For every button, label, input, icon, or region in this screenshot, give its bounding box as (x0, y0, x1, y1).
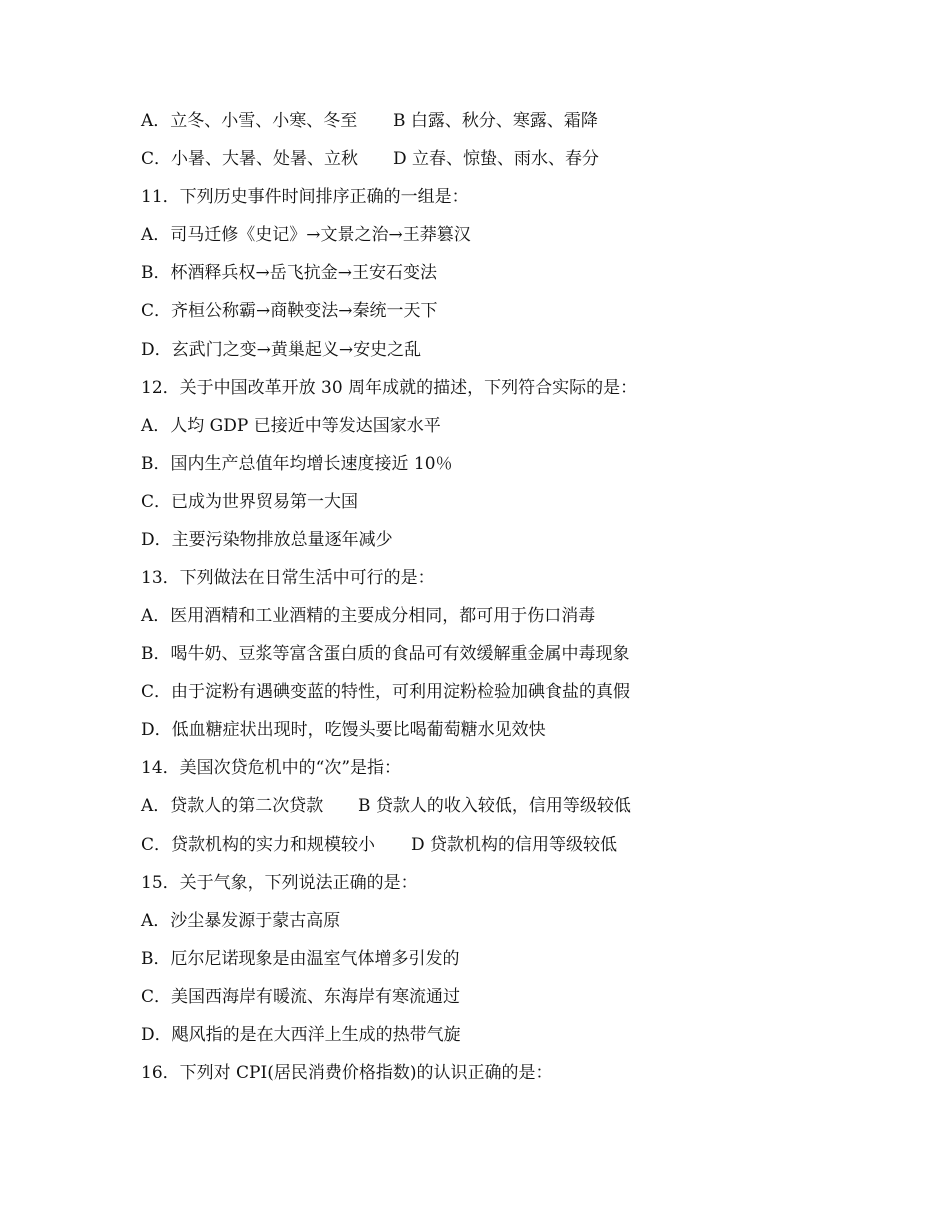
option-c: C．贷款机构的实力和规模较小 (141, 835, 376, 855)
question-15-option-b: B．厄尔尼诺现象是由温室气体增多引发的 (141, 949, 460, 969)
question-11-option-a: A．司马迁修《史记》→文景之治→王莽篡汉 (141, 225, 471, 245)
question-11-option-c: C．齐桓公称霸→商鞅变法→秦统一天下 (141, 301, 438, 321)
option-c: C．小暑、大暑、处暑、立秋 (141, 149, 359, 169)
question-14-stem: 14．美国次贷危机中的“次”是指： (141, 758, 402, 778)
question-15-stem: 15．关于气象，下列说法正确的是： (141, 873, 418, 893)
question-13-option-d: D．低血糖症状出现时，吃馒头要比喝葡萄糖水见效快 (141, 720, 546, 740)
option-b: B 白露、秋分、寒露、霜降 (393, 111, 598, 131)
question-12-stem: 12．关于中国改革开放 30 周年成就的描述，下列符合实际的是： (141, 378, 638, 398)
question-13-option-a: A．医用酒精和工业酒精的主要成分相同，都可用于伤口消毒 (141, 606, 596, 626)
question-15-option-d: D．飓风指的是在大西洋上生成的热带气旋 (141, 1025, 461, 1045)
option-b: B 贷款人的收入较低，信用等级较低 (358, 796, 631, 816)
option-a: A．贷款人的第二次贷款 (141, 796, 324, 816)
question-13-option-b: B．喝牛奶、豆浆等富含蛋白质的食品可有效缓解重金属中毒现象 (141, 644, 630, 664)
question-11-stem: 11．下列历史事件时间排序正确的一组是： (141, 187, 469, 207)
question-15-option-c: C．美国西海岸有暖流、东海岸有寒流通过 (141, 987, 461, 1007)
question-12-option-d: D．主要污染物排放总量逐年减少 (141, 530, 393, 550)
question-12-option-c: C．已成为世界贸易第一大国 (141, 492, 359, 512)
option-d: D 立春、惊蛰、雨水、春分 (393, 149, 600, 169)
option-a: A．立冬、小雪、小寒、冬至 (141, 111, 358, 131)
question-11-option-b: B．杯酒释兵权→岳飞抗金→王安石变法 (141, 263, 437, 283)
question-15-option-a: A．沙尘暴发源于蒙古高原 (141, 911, 341, 931)
question-12-option-b: B．国内生产总值年均增长速度接近 10％ (141, 454, 453, 474)
question-16-stem: 16．下列对 CPI(居民消费价格指数)的认识正确的是： (141, 1063, 553, 1083)
question-11-option-d: D．玄武门之变→黄巢起义→安史之乱 (141, 340, 422, 360)
question-12-option-a: A．人均 GDP 已接近中等发达国家水平 (141, 416, 441, 436)
option-d: D 贷款机构的信用等级较低 (411, 835, 618, 855)
question-13-option-c: C．由于淀粉有遇碘变蓝的特性，可利用淀粉检验加碘食盐的真假 (141, 682, 631, 702)
question-13-stem: 13．下列做法在日常生活中可行的是： (141, 568, 435, 588)
